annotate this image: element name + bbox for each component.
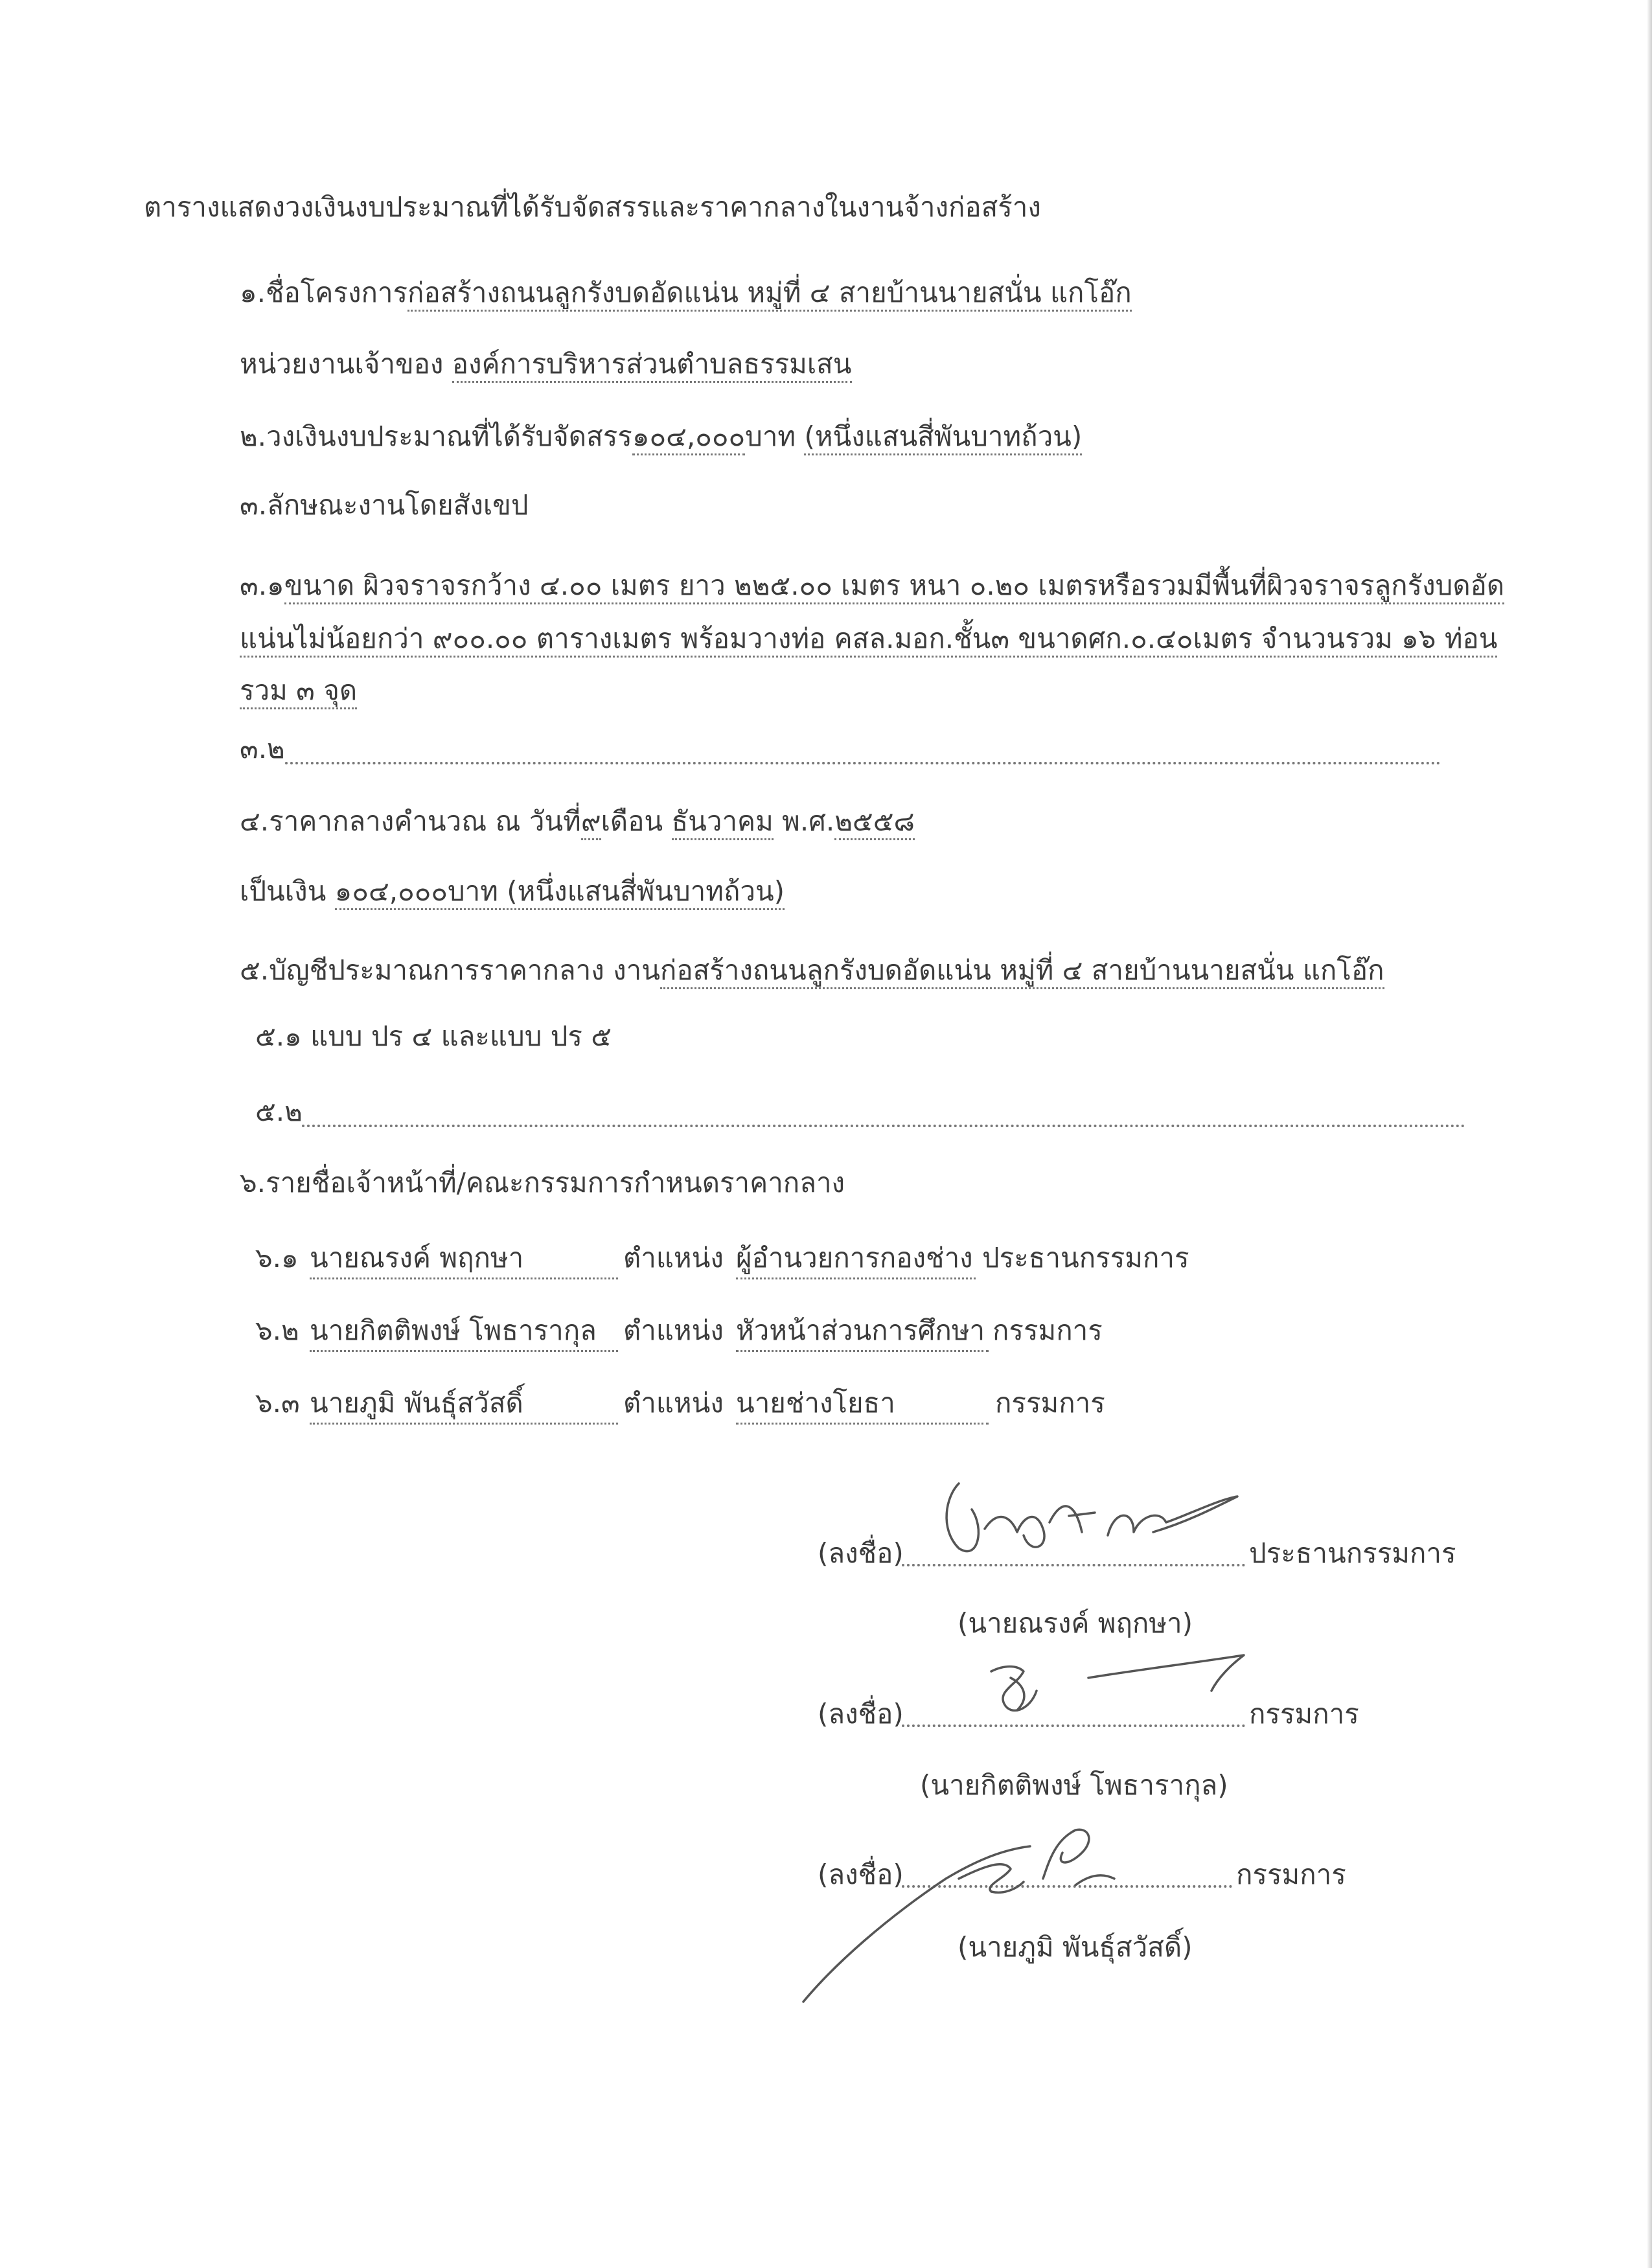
- project-name-label: ๑.ชื่อโครงการ: [240, 277, 408, 308]
- position-label: ตำแหน่ง: [623, 1314, 724, 1346]
- budget-amount: ๑๐๔,๐๐๐: [632, 420, 745, 455]
- signer-printed-name: (นายกิตติพงษ์ โพธารากุล): [920, 1769, 1228, 1801]
- position-label: ตำแหน่ง: [623, 1242, 724, 1274]
- handwritten-signature-2: [972, 1645, 1257, 1730]
- committee-member-name: นายณรงค์ พฤกษา: [310, 1240, 618, 1279]
- committee-member-number: ๖.๓: [255, 1387, 300, 1419]
- handwritten-signature-3: [797, 1814, 1160, 2008]
- median-price-month: ธันวาคม: [672, 805, 774, 840]
- work-detail-line-3: [240, 672, 357, 709]
- position-label: ตำแหน่ง: [623, 1387, 724, 1419]
- work-detail-number: ๓.๑: [240, 569, 284, 601]
- budget-unit: บาท: [745, 420, 796, 452]
- project-name-line: [240, 275, 1132, 311]
- amount-label: เป็นเงิน: [240, 875, 327, 907]
- work-detail-text-2: แน่นไม่น้อยกว่า ๙๐๐.๐๐ ตารางเมตร พร้อมวางท่อ คสล.มอก.ชั้น๓ ขนาดศก.๐.๔๐เมตร จำนวนรวม ๑๖ ท่อน: [240, 623, 1497, 658]
- dotted-blank-line: [285, 762, 1441, 764]
- committee-member-position: ผู้อำนวยการกองช่าง: [736, 1240, 976, 1279]
- signer-printed-name: (นายณรงค์ พฤกษา): [958, 1607, 1193, 1639]
- median-price-schedule-line: [240, 952, 1384, 989]
- work-detail-line-2: [240, 621, 1497, 657]
- median-price-month-label: เดือน: [601, 805, 663, 837]
- handwritten-signature-1: [939, 1471, 1250, 1568]
- committee-member-position: นายช่างโยธา: [736, 1385, 989, 1425]
- committee-member-name: นายภูมิ พันธุ์สวัสดิ์: [310, 1385, 618, 1425]
- work-detail-line-1: [240, 567, 1504, 604]
- signature-role: กรรมการ: [1249, 1698, 1359, 1730]
- median-price-label: ๔.ราคากลางคำนวณ ณ วันที่: [240, 805, 581, 837]
- committee-member-position: หัวหน้าส่วนการศึกษา: [736, 1312, 989, 1352]
- median-price-date-line: [240, 803, 915, 840]
- signer-printed-name: (นายภูมิ พันธุ์สวัสดิ์): [958, 1931, 1193, 1963]
- median-price-amount-line: [240, 873, 785, 910]
- scan-edge-shadow: [1647, 0, 1652, 2268]
- schedule-value: ก่อสร้างถนนลูกรังบดอัดแน่น หมู่ที่ ๔ สายบ้านนายสนั่น แกโอ๊ก: [660, 954, 1384, 989]
- dotted-blank-line: [302, 1125, 1465, 1127]
- owner-agency-value: องค์การบริหารส่วนตำบลธรรมเสน: [452, 348, 852, 383]
- schedule-item-1: ๕.๑ แบบ ปร ๔ และแบบ ปร ๕: [255, 1020, 612, 1052]
- signature-role: ประธานกรรมการ: [1249, 1537, 1456, 1569]
- sign-label: (ลงชื่อ): [818, 1859, 904, 1890]
- work-detail-text-1: ขนาด ผิวจราจรกว้าง ๔.๐๐ เมตร ยาว ๒๒๕.๐๐ เมตร หนา ๐.๒๐ เมตรหรือรวมมีพื้นที่ผิวจราจรลูกรังบดอัด: [284, 569, 1504, 604]
- budget-label: ๒.วงเงินงบประมาณที่ได้รับจัดสรร: [240, 420, 632, 452]
- owner-agency-line: [240, 346, 852, 382]
- committee-member-name: นายกิตติพงษ์ โพธารากุล: [310, 1312, 618, 1352]
- schedule-item-2: ๕.๒: [255, 1095, 303, 1127]
- committee-heading: ๖.รายชื่อเจ้าหน้าที่/คณะกรรมการกำหนดราคากลาง: [240, 1167, 845, 1198]
- schedule-label: ๕.บัญชีประมาณการราคากลาง งาน: [240, 954, 660, 986]
- work-detail-text-3: รวม ๓ จุด: [240, 674, 357, 709]
- sign-label: (ลงชื่อ): [818, 1698, 904, 1730]
- median-price-year: ๒๕๕๘: [834, 805, 915, 840]
- committee-member-number: ๖.๒: [255, 1314, 299, 1346]
- signature-role: กรรมการ: [1236, 1859, 1346, 1890]
- budget-line: [240, 418, 1082, 455]
- committee-member-number: ๖.๑: [255, 1242, 299, 1274]
- amount-value: ๑๐๔,๐๐๐บาท (หนึ่งแสนสี่พันบาทถ้วน): [335, 875, 785, 910]
- sign-label: (ลงชื่อ): [818, 1537, 904, 1569]
- committee-member-role: กรรมการ: [992, 1314, 1103, 1346]
- median-price-day: ๙: [581, 805, 601, 840]
- committee-member-role: ประธานกรรมการ: [982, 1242, 1189, 1274]
- budget-words: (หนึ่งแสนสี่พันบาทถ้วน): [804, 420, 1082, 455]
- committee-member-role: กรรมการ: [995, 1387, 1105, 1419]
- work-detail-item-2: ๓.๒: [240, 733, 285, 764]
- owner-agency-label: หน่วยงานเจ้าของ: [240, 348, 444, 380]
- project-name-value: ก่อสร้างถนนลูกรังบดอัดแน่น หมู่ที่ ๔ สายบ้านนายสนั่น แกโอ๊ก: [407, 277, 1132, 312]
- work-summary-heading: ๓.ลักษณะงานโดยสังเขป: [240, 489, 529, 521]
- document-header: ตารางแสดงวงเงินงบประมาณที่ได้รับจัดสรรและราคากลางในงานจ้างก่อสร้าง: [144, 191, 1041, 223]
- median-price-year-label: พ.ศ.: [782, 805, 835, 837]
